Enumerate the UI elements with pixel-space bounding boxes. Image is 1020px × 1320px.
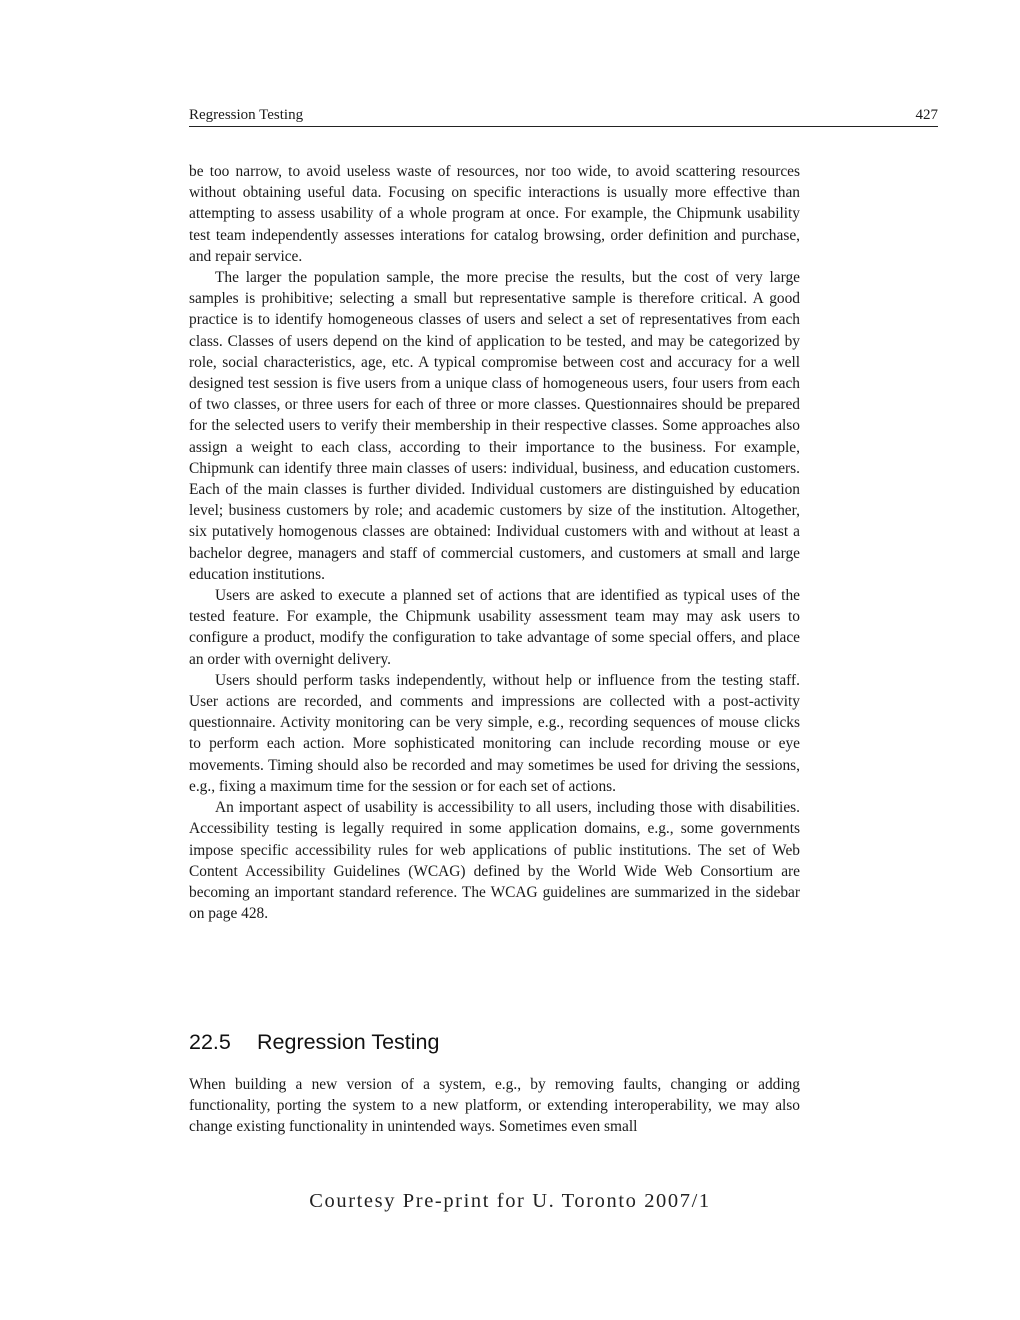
section-heading [189,1028,439,1056]
body-text [189,161,800,924]
paragraph-planned-actions: Users are asked to execute a planned set of actions that are identified as typical uses of the tested feature. For example, the Chipmunk usability assessment team may may ask users to configure a product, modify the configuration to take advantage of some special offers, and place an order with overnight delivery. [189,587,800,668]
footer-note: Courtesy Pre-print for U. Toronto 2007/1 [309,1190,711,1212]
page-number: 427 [915,107,938,123]
section-title: Regression Testing [257,1030,440,1054]
paragraph-regression-intro: When building a new version of a system, e.g., by removing faults, changing or adding functionality, porting the system to a new platform, or extending interoperability, we may also change existing functionality in unintended ways. Sometimes even small [189,1076,800,1136]
paragraph-scope: be too narrow, to avoid useless waste of resources, nor too wide, to avoid scattering resources without obtaining useful data. Focusing on specific interactions is usually more effective than attempting to assess usability of a whole program at once. For example, the Chipmunk usability test team independently assesses interations for catalog browsing, order definition and purchase, and repair service. [189,163,800,265]
paragraph-accessibility: An important aspect of usability is accessibility to all users, including those with disabilities. Accessibility testing is legally required in some application domains, e.g., some governments impose specific accessibility rules for web applications of public institutions. The set of Web Content Accessibility Guidelines (WCAG) defined by the World Wide Web Consortium are becoming an important standard reference. The WCAG guidelines are summarized in the sidebar on page 428. [189,799,800,923]
section-text [189,1074,800,1138]
section-number: 22.5 [189,1030,231,1054]
running-title: Regression Testing [189,107,304,123]
paragraph-population-sample: The larger the population sample, the more precise the results, but the cost of very large samples is prohibitive; selecting a small but representative sample is therefore critical. A good practice is to identify homogeneous classes of users and select a set of representatives from each class. Classes of users depend on the kind of application to be tested, and may be categorized by role, social characteristics, age, etc. A typical compromise between cost and accuracy for a well designed test session is five users from a unique class of homogeneous users, four users from each of two classes, or three users for each of three or more classes. Questionnaires should be prepared for the selected users to verify their membership in their respective classes. Some approaches also assign a weight to each class, according to their importance to the business. For example, Chipmunk can identify three main classes of users: individual, business, and education customers. Each of the main classes is further divided. Individual customers are distinguished by education level; business customers by role; and academic customers by size of the institution. Altogether, six putatively homogenous classes are obtained: Individual customers with and without at least a bachelor degree, managers and staff of commercial customers, and customers at small and large education institutions. [189,269,800,583]
paragraph-independent-tasks: Users should perform tasks independently, without help or influence from the testing staff. User actions are recorded, and comments and impressions are collected with a post-activity questionnaire. Activity monitoring can be very simple, e.g., recording sequences of mouse clicks to perform each action. More sophisticated monitoring can include recording mouse or eye movements. Timing should also be recorded and may sometimes be used for driving the sessions, e.g., fixing a maximum time for the session or for each set of actions. [189,671,800,795]
running-header [189,104,938,127]
